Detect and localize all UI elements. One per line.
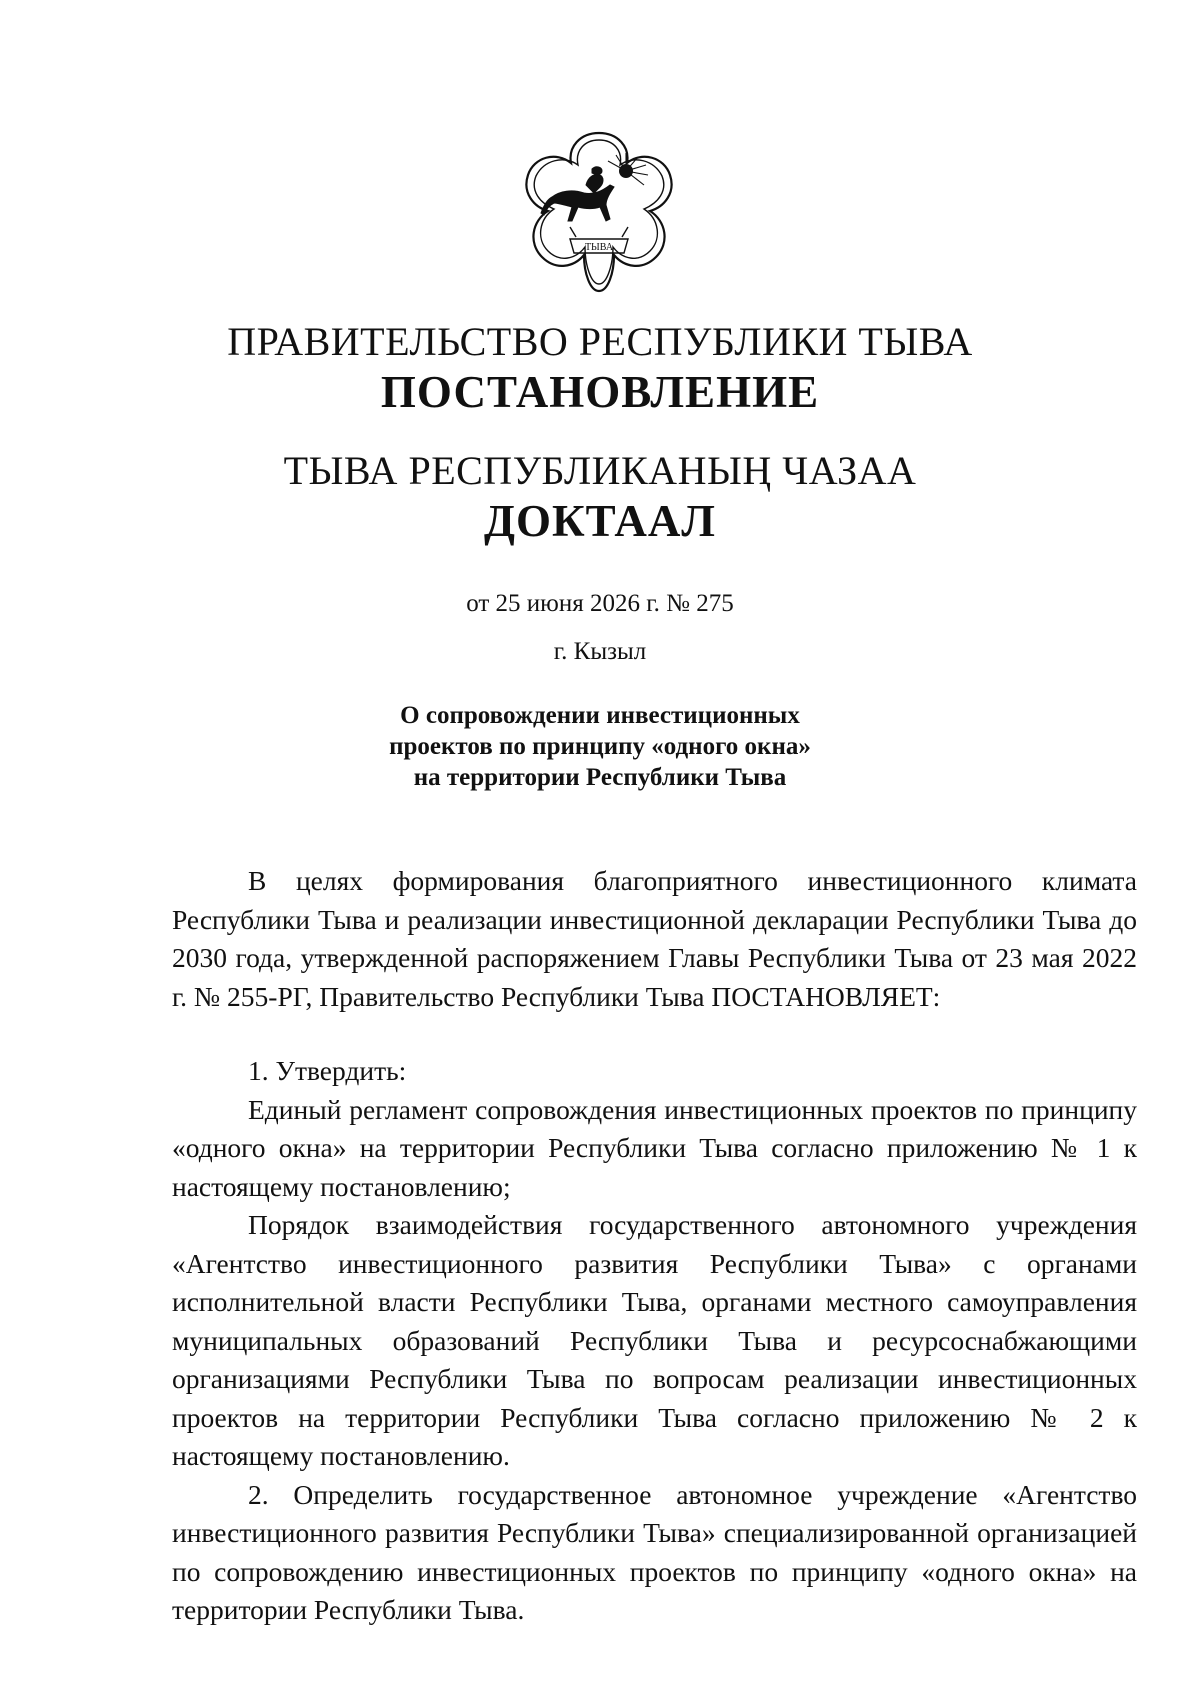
decree-title [0, 700, 1200, 793]
decree-items [172, 1052, 1137, 1630]
item-1-heading: 1. Утвердить: [248, 1055, 407, 1086]
preamble-text: В целях формирования благоприятного инвестиционного климата Республики Тыва и реализации инвестиционной декларации Республики Тыва до 2030 года, утвержденной распоряжением Главы Республики Тыва от 23 мая 2022 г. № 255-РГ, Правительство Республики Тыва ПОСТАНОВЛЯЕТ: [172, 865, 1137, 1012]
decree-title-line: проектов по принципу «одного окна» [389, 733, 811, 760]
decree-title-line: на территории Республики Тыва [413, 764, 787, 791]
emblem-banner-text: ТЫВА [584, 242, 614, 253]
item-1-procedure: Порядок взаимодействия государственного автономного учреждения «Агентство инвестиционного развития Республики Тыва» с органами исполнительной власти Республики Тыва, органами местного самоуправления муниципальных образований Республики Тыва и ресурсоснабжающими организациями Республики Тыва по вопросам реализации инвестиционных проектов на территории Республики Тыва согласно приложению № 2 к настоящему постановлению. [172, 1209, 1137, 1471]
preamble-paragraph [172, 862, 1137, 1016]
government-title-ru: ПРАВИТЕЛЬСТВО РЕСПУБЛИКИ ТЫВА [227, 319, 973, 364]
decree-type-ru: ПОСТАНОВЛЕНИЕ [380, 367, 820, 417]
decree-type-tv: ДОКТААЛ [484, 496, 716, 546]
item-1-regulation: Единый регламент сопровождения инвестиционных проектов по принципу «одного окна» на территории Республики Тыва согласно приложению № 1 к настоящему постановлению; [172, 1093, 1137, 1202]
coat-of-arms-emblem [514, 127, 684, 297]
decree-date-number: от 25 июня 2026 г. № 275 [466, 590, 734, 617]
item-2-paragraph: 2. Определить государственное автономное учреждение «Агентство инвестиционного развития Республики Тыва» специализированной организацией по сопровождению инвестиционных проектов по принципу «одного окна» на территории Республики Тыва. [172, 1478, 1137, 1625]
decree-title-line: О сопровождении инвестиционных [400, 702, 800, 729]
government-title-tv: ТЫВА РЕСПУБЛИКАНЫҢ ЧАЗАА [283, 448, 917, 493]
decree-city: г. Кызыл [553, 638, 647, 665]
